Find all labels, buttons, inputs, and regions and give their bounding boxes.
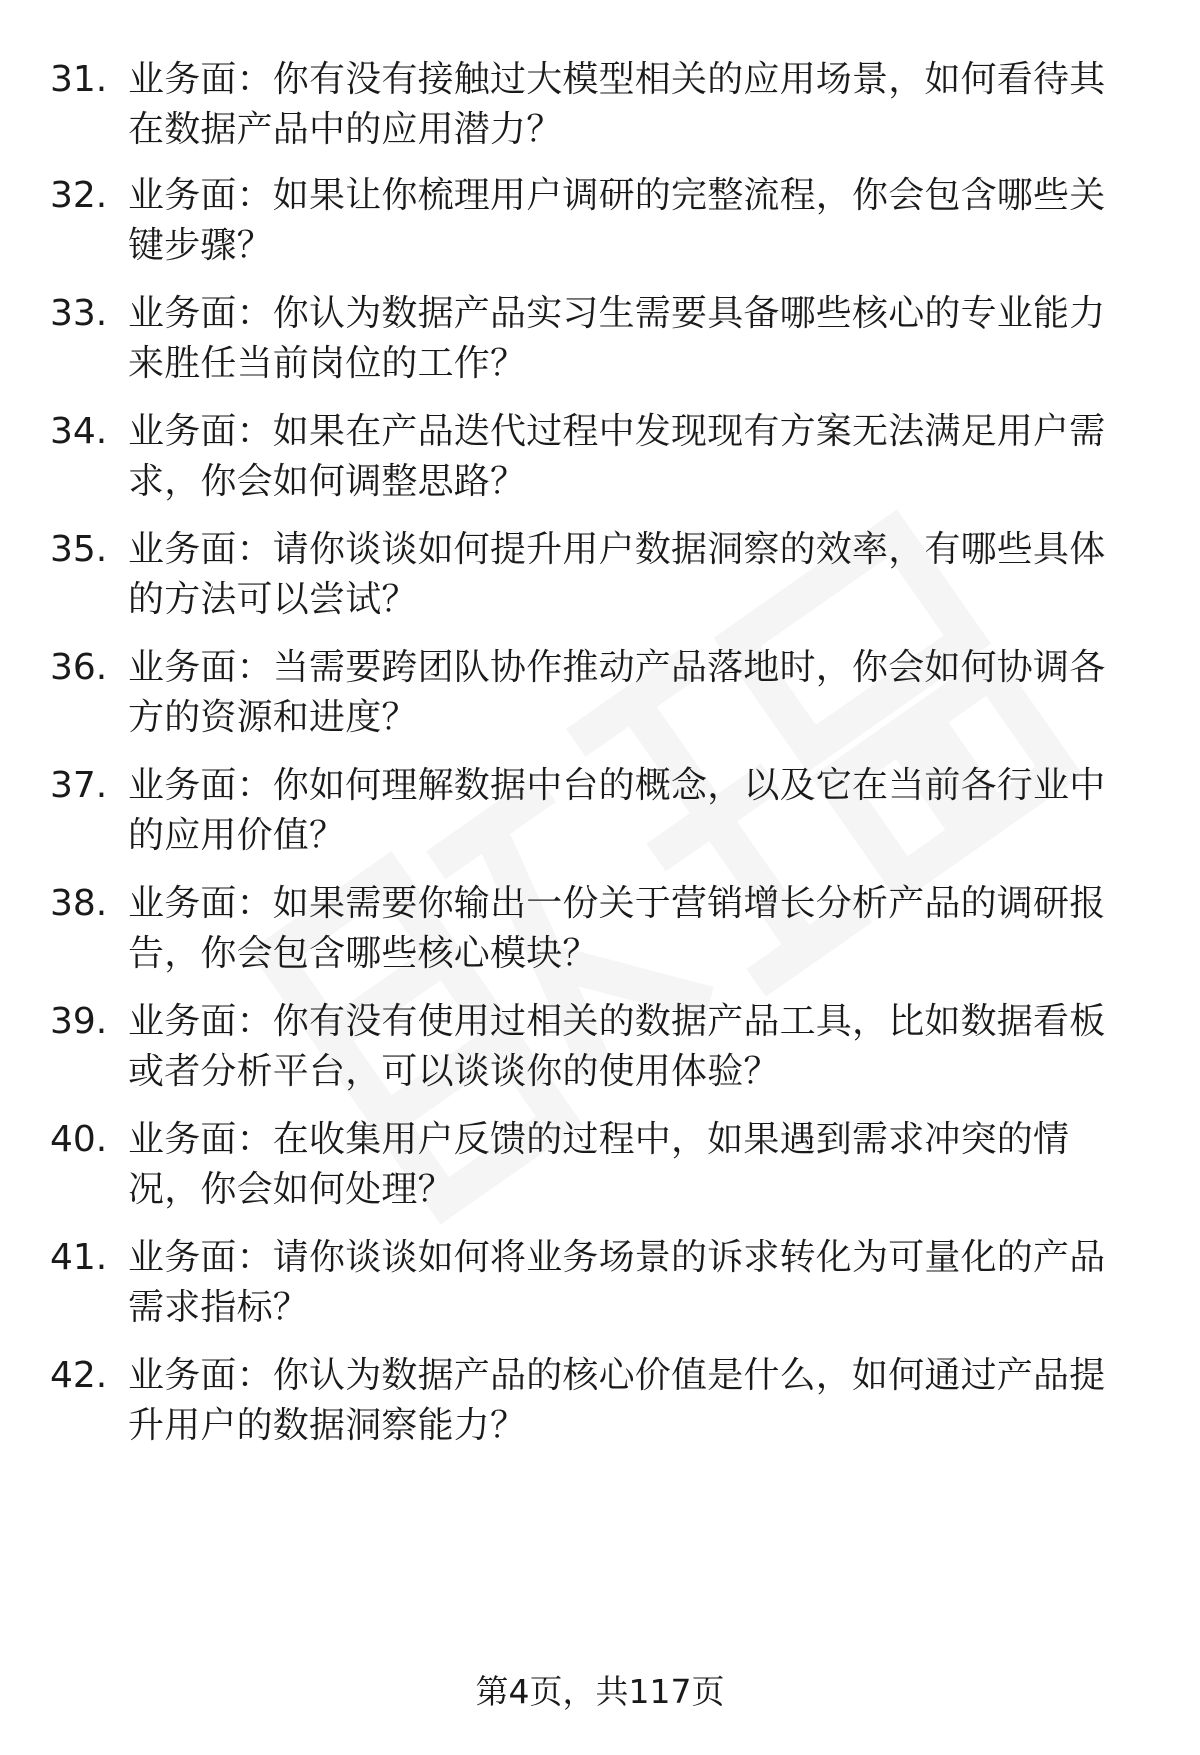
question-number: 42. [50,1355,108,1396]
question-number: 36. [50,647,108,688]
question-number: 41. [50,1237,108,1278]
question-text: 业务面：当需要跨团队协作推动产品落地时，你会如何协调各方的资源和进度？ [128,647,1106,738]
question-number: 34. [50,411,108,452]
question-number: 35. [50,529,108,570]
question-text: 业务面：如果在产品迭代过程中发现现有方案无法满足用户需求，你会如何调整思路？ [128,411,1106,502]
question-number: 32. [50,175,108,216]
question-item [0,997,1200,1107]
question-item [0,1233,1200,1343]
question-item [0,525,1200,635]
question-number: 31. [50,59,108,100]
question-item [0,55,1200,165]
question-item [0,171,1200,281]
question-text: 业务面：如果需要你输出一份关于营销增长分析产品的调研报告，你会包含哪些核心模块？ [128,883,1106,974]
question-number: 40. [50,1119,108,1160]
question-number: 39. [50,1001,108,1042]
question-item [0,1115,1200,1225]
question-number: 37. [50,765,108,806]
question-item [0,879,1200,989]
question-item [0,1351,1200,1461]
question-text: 业务面：你有没有接触过大模型相关的应用场景，如何看待其在数据产品中的应用潜力？ [128,59,1106,150]
question-item [0,761,1200,871]
question-text: 业务面：你认为数据产品实习生需要具备哪些核心的专业能力来胜任当前岗位的工作？ [128,293,1106,384]
question-text: 业务面：你如何理解数据中台的概念，以及它在当前各行业中的应用价值？ [128,765,1106,856]
question-item [0,289,1200,399]
question-text: 业务面：请你谈谈如何将业务场景的诉求转化为可量化的产品需求指标？ [128,1237,1106,1328]
question-item [0,407,1200,517]
question-text: 业务面：如果让你梳理用户调研的完整流程，你会包含哪些关键步骤？ [128,175,1106,266]
question-item [0,643,1200,753]
question-text: 业务面：在收集用户反馈的过程中，如果遇到需求冲突的情况，你会如何处理？ [128,1119,1070,1210]
question-text: 业务面：请你谈谈如何提升用户数据洞察的效率，有哪些具体的方法可以尝试？ [128,529,1106,620]
page-number-footer: 第4页，共117页 [475,1672,725,1711]
question-text: 业务面：你有没有使用过相关的数据产品工具，比如数据看板或者分析平台，可以谈谈你的使用体验？ [128,1001,1106,1092]
question-number: 33. [50,293,108,334]
question-text: 业务面：你认为数据产品的核心价值是什么，如何通过产品提升用户的数据洞察能力？ [128,1355,1106,1446]
question-number: 38. [50,883,108,924]
